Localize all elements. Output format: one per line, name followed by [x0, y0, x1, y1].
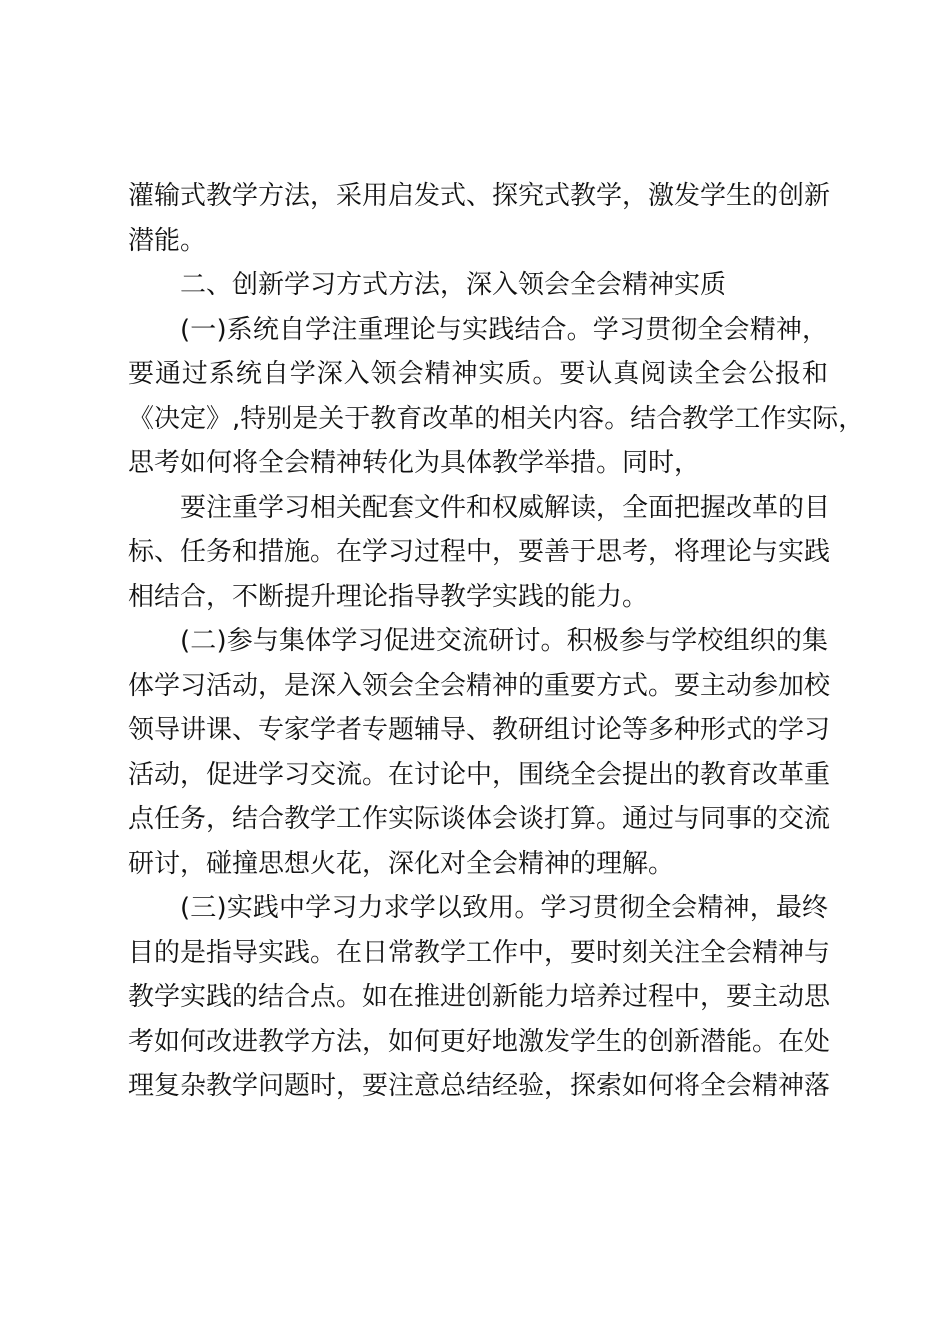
text-line: 标、任务和措施。在学习过程中，要善于思考，将理论与实践: [128, 537, 831, 567]
text-line: 活动，促进学习交流。在讨论中，围绕全会提出的教育改革重: [128, 759, 831, 790]
text-line: 教学实践的结合点。如在推进创新能力培养过程中，要主动思: [128, 982, 831, 1012]
text-line: 点任务，结合教学工作实际谈体会谈打算。通过与同事的交流: [128, 804, 831, 834]
text-line: 体学习活动，是深入领会全会精神的重要方式。要主动参加校: [128, 670, 831, 701]
text-line: 研讨，碰撞思想火花，深化对全会精神的理解。: [128, 848, 675, 879]
text-line: (二)参与集体学习促进交流研讨。积极参与学校组织的集: [180, 626, 828, 656]
text-line: 要注重学习相关配套文件和权威解读，全面把握改革的目: [180, 492, 831, 523]
text-line: 考如何改进教学方法，如何更好地激发学生的创新潜能。在处: [128, 1026, 831, 1057]
text-line: 目的是指导实践。在日常教学工作中，要时刻关注全会精神与: [128, 937, 831, 968]
text-line: 要通过系统自学深入领会精神实质。要认真阅读全会公报和: [128, 359, 828, 389]
document-body: [128, 174, 865, 1109]
text-line: 相结合，不断提升理论指导教学实践的能力。: [128, 581, 649, 612]
text-line: (一)系统自学注重理论与实践结合。学习贯彻全会精神，: [180, 314, 828, 345]
text-line: 潜能。: [128, 225, 207, 256]
text-line: (三)实践中学习力求学以致用。学习贯彻全会精神，最终: [180, 893, 828, 923]
text-line: 灌输式教学方法，采用启发式、探究式教学，激发学生的创新: [128, 181, 831, 211]
text-line: 领导讲课、专家学者专题辅导、教研组讨论等多种形式的学习: [128, 715, 831, 745]
section-heading: 二、创新学习方式方法，深入领会全会精神实质: [180, 270, 727, 300]
text-line: 理复杂教学问题时，要注意总结经验，探索如何将全会精神落: [128, 1071, 831, 1101]
text-line: 思考如何将全会精神转化为具体教学举措。同时，: [128, 448, 701, 478]
text-line: 《决定》,特别是关于教育改革的相关内容。结合教学工作实际，: [128, 403, 865, 434]
